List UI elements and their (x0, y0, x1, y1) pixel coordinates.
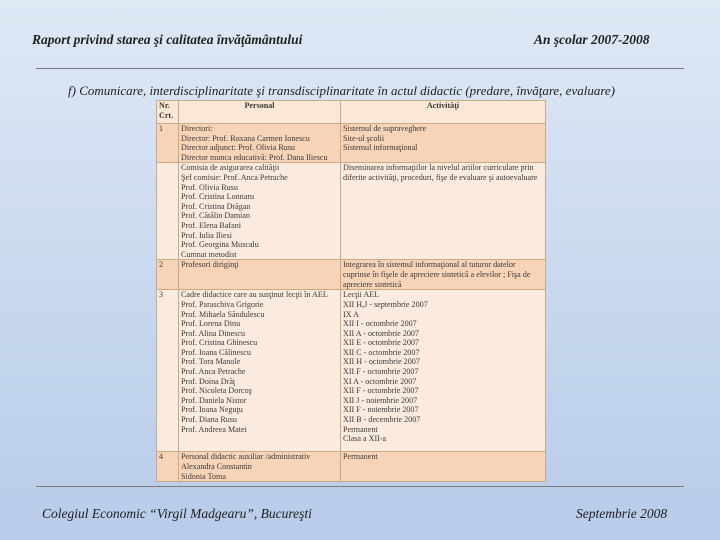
cell-personal (179, 163, 341, 260)
activitati-line: Site-ul şcolii (343, 133, 385, 143)
table-row (157, 290, 546, 452)
personal-line: Cadre didactice care au susţinut lecţii în AEL (181, 290, 328, 300)
activitati-line: Permanent (343, 452, 378, 462)
table-row (157, 124, 546, 163)
personal-line: Prof. Alina Dinescu (181, 328, 246, 338)
cell-nr: 4 (157, 452, 179, 482)
activitati-line: Clasa a XII-a (343, 434, 387, 444)
personal-line: Prof. Ioana Călinescu (181, 347, 251, 357)
activitati-line: XII I - octombrie 2007 (343, 319, 417, 329)
personal-line: Prof. Andreea Matei (181, 424, 247, 434)
cell-activitati (341, 124, 546, 163)
table-row (157, 452, 546, 482)
activities-table (156, 100, 546, 482)
activitati-line: Permanent (343, 424, 378, 434)
personal-line: Prof. Cristina Drăgan (181, 201, 251, 211)
activitati-line: Integrarea în sistemul informaţional al tuturor datelor (343, 260, 516, 270)
activitati-line: XII F - noiembrie 2007 (343, 405, 419, 415)
personal-line: Alexandra Constantin (181, 461, 252, 471)
activitati-line: XI A - octombrie 2007 (343, 376, 417, 386)
table-header-row (157, 101, 546, 124)
header-activitati: Activităţi (341, 101, 546, 124)
cell-personal (179, 124, 341, 163)
personal-line: Personal didactic auxiliar /administrativ (181, 452, 311, 462)
table-body (157, 124, 546, 482)
table-row (157, 260, 546, 290)
cell-personal (179, 260, 341, 290)
activitati-line: XII J - noiembrie 2007 (343, 395, 418, 405)
activitati-line: XII F - octombrie 2007 (343, 386, 419, 396)
activitati-line: XII C - octombrie 2007 (343, 347, 420, 357)
personal-line: Prof. Elena Bafani (181, 220, 242, 230)
activitati-line: Sistemul de supraveghere (343, 124, 427, 133)
personal-line: Director munca educativă: Prof. Dana Iliescu (181, 152, 328, 162)
personal-line: Prof. Lorena Dinu (181, 319, 241, 329)
personal-line: Prof. Georgina Muscalu (181, 240, 259, 250)
section-title: f) Comunicare, interdisciplinaritate şi transdisciplinaritate în actul didactic (predare, învăţare, evaluare) (68, 83, 616, 98)
report-date: Septembrie 2008 (576, 506, 668, 521)
cell-activitati (341, 260, 546, 290)
personal-line: Prof. Cătălin Damian (181, 211, 251, 221)
activitati-line: Lecţii AEL (343, 290, 380, 300)
personal-line: Sidonia Toma (181, 471, 226, 481)
personal-line: Profesori diriginţi (181, 260, 239, 270)
personal-line: Director: Prof. Roxana Carmen Ionescu (181, 133, 310, 143)
cell-nr: 3 (157, 290, 179, 452)
cell-activitati (341, 452, 546, 482)
bottom-divider (36, 486, 684, 487)
personal-line: Prof. Daniela Nistor (181, 395, 247, 405)
personal-line: Director adjunct: Prof. Olivia Rusu (181, 143, 295, 153)
activitati-line: XII B - decembrie 2007 (343, 415, 421, 425)
cell-personal (179, 452, 341, 482)
activitati-line: XII F - octombrie 2007 (343, 367, 419, 377)
activitati-line: XII A - octombrie 2007 (343, 328, 419, 338)
personal-line: Prof. Ioana Neguţu (181, 405, 243, 415)
personal-line: Prof. Anca Petrache (181, 367, 246, 377)
personal-line: Prof. Cristina Lonnaru (181, 192, 255, 202)
activitati-line: Sistemul informaţional (343, 143, 418, 153)
personal-line: Prof. Nicoleta Dorcoş (181, 386, 252, 396)
personal-line: Prof. Olivia Rusu (181, 182, 238, 192)
school-year: An şcolar 2007-2008 (534, 32, 650, 47)
report-title: Raport privind starea şi calitatea învăţământului (32, 32, 303, 47)
cell-nr (157, 163, 179, 260)
personal-line: Comisia de asigurarea calităţii (181, 163, 280, 173)
personal-line: Prof. Iulia Iliesi (181, 230, 233, 240)
cell-personal (179, 290, 341, 452)
activitati-line: IX A (343, 309, 359, 319)
cell-activitati (341, 163, 546, 260)
personal-line: Şef comisie: Prof. Anca Petrache (181, 172, 288, 182)
activitati-line: XII H - octombrie 2007 (343, 357, 420, 367)
activitati-line: XII E - octombrie 2007 (343, 338, 419, 348)
header-nr: Nr. Crt. (157, 101, 179, 124)
activitati-line: diferite activităţi, proceduri, fişe de evaluare şi autoevaluare (343, 172, 538, 182)
cell-activitati (341, 290, 546, 452)
personal-line: Directori: (181, 124, 213, 133)
personal-line: Prof. Doina Drăţ (181, 376, 236, 386)
personal-line: Prof. Diana Rusu (181, 415, 237, 425)
personal-line: Prof. Cristina Ghinescu (181, 338, 258, 348)
activitati-line: apreciere sintetică (343, 279, 402, 289)
personal-line: Prof. Paraschiva Grigorie (181, 299, 264, 309)
cell-nr: 2 (157, 260, 179, 290)
activitati-line: Diseminarea informaţiilor la nivelul ariilor curriculare prin (343, 163, 534, 173)
personal-line: Cumnat metodist (181, 249, 237, 259)
top-divider (36, 68, 684, 69)
personal-line: Prof. Tora Manole (181, 357, 241, 367)
activitati-line: XII H,J - septembrie 2007 (343, 299, 428, 309)
personal-line: Prof. Mihaela Săndulescu (181, 309, 265, 319)
cell-nr: 1 (157, 124, 179, 163)
table-row (157, 163, 546, 260)
school-name: Colegiul Economic “Virgil Madgearu”, Bucureşti (42, 506, 312, 521)
activitati-line: cuprinse în fişele de apreciere sintetică a elevilor ; Fişa de (343, 269, 531, 279)
header-personal: Personal (179, 101, 341, 124)
